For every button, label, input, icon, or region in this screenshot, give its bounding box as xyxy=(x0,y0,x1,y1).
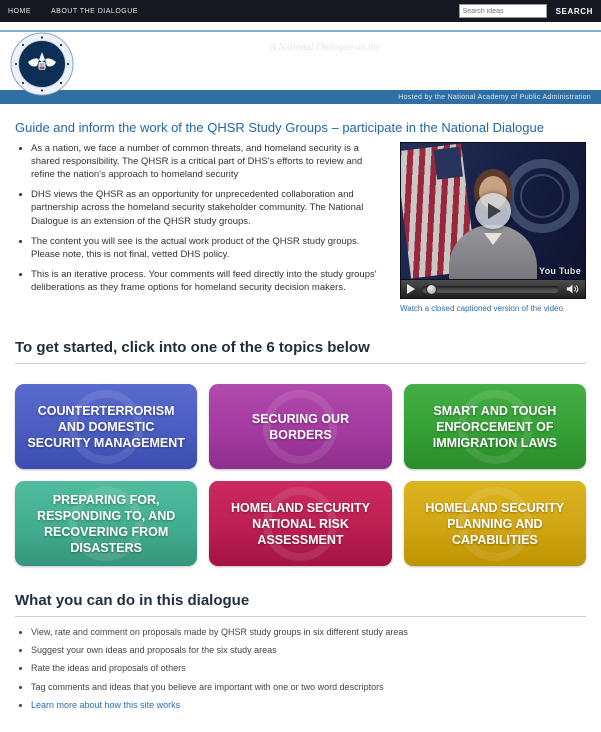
topic-tile-counterterrorism[interactable]: COUNTERTERRORISM AND DOMESTIC SECURITY MANAGEMENT xyxy=(15,384,197,469)
volume-icon[interactable] xyxy=(566,283,579,295)
actions-heading: What you can do in this dialogue xyxy=(15,592,250,609)
topics-heading: To get started, click into one of the 6 topics below xyxy=(15,339,370,356)
actions-bullet: • Tag comments and ideas that you believe are important with one or two word descriptors xyxy=(31,682,586,694)
flag-canton xyxy=(434,147,463,180)
topic-tile-planning[interactable]: HOMELAND SECURITY PLANNING AND CAPABILITIES xyxy=(404,481,586,566)
video-controls-bar xyxy=(400,280,586,299)
main-content xyxy=(0,120,601,711)
dhs-seal-icon xyxy=(10,32,74,96)
banner xyxy=(0,30,601,90)
intro-bullet: • The content you will see is the actual work product of the QHSR study groups. Please note, this is not final, vetted DHS policy. xyxy=(31,235,387,261)
youtube-logo: You Tube xyxy=(538,266,581,276)
topic-tile-borders[interactable]: SECURING OUR BORDERS xyxy=(209,384,391,469)
intro-bullet: • DHS views the QHSR as an opportunity for unprecedented collaboration and partnership across the homeland security stakeholder community. The National Dialogue is an extension of the QHSR study groups. xyxy=(31,188,387,227)
video-thumbnail[interactable] xyxy=(400,142,586,280)
video-play-button[interactable] xyxy=(407,284,415,294)
backdrop-seal-graphic xyxy=(505,159,579,233)
learn-more-link[interactable]: Learn more about how this site works xyxy=(31,699,181,710)
intro-bullet-list xyxy=(15,142,387,313)
hosted-by-strip: Hosted by the National Academy of Public Administration xyxy=(0,90,601,104)
learn-more-item xyxy=(31,700,586,712)
topic-tile-immigration[interactable]: SMART AND TOUGH ENFORCEMENT OF IMMIGRATION LAWS xyxy=(404,384,586,469)
video-progress-knob[interactable] xyxy=(426,284,437,295)
banner-tagline: A National Dialogue on the xyxy=(270,38,590,53)
intro-bullet: • This is an iterative process. Your comments will feed directly into the study groups' deliberations as they frame options for homeland security decision makers. xyxy=(31,268,387,294)
speaker-collar xyxy=(484,233,502,245)
nav-about-link[interactable]: ABOUT THE DIALOGUE xyxy=(51,7,138,15)
actions-bullet: • View, rate and comment on proposals made by QHSR study groups in six different study areas xyxy=(31,627,586,639)
nav-home-link[interactable]: HOME xyxy=(8,7,31,15)
video-progress-bar[interactable] xyxy=(422,286,559,293)
site-title: QUADRENNIAL HOMELAND SECURITY REVIEW xyxy=(112,56,594,77)
intro-bullet: • As a nation, we face a number of common threats, and homeland security is a shared responsibility. The QHSR is a critical part of DHS's efforts to review and refine the nation's approach to homeland security xyxy=(31,142,387,181)
actions-bullet-list xyxy=(15,627,586,711)
top-nav-bar xyxy=(0,0,601,22)
topic-tile-risk-assessment[interactable]: HOMELAND SECURITY NATIONAL RISK ASSESSMENT xyxy=(209,481,391,566)
site-header xyxy=(0,30,601,104)
search-button[interactable]: SEARCH xyxy=(555,6,593,16)
video-player xyxy=(400,142,586,313)
topic-tile-disasters[interactable]: PREPARING FOR, RESPONDING TO, AND RECOVERING FROM DISASTERS xyxy=(15,481,197,566)
divider xyxy=(15,616,586,617)
search-input[interactable] xyxy=(459,4,547,18)
intro-heading: Guide and inform the work of the QHSR Study Groups – participate in the National Dialogue xyxy=(15,120,544,135)
closed-caption-link[interactable]: Watch a closed captioned version of the video. xyxy=(400,304,566,313)
divider xyxy=(15,363,586,364)
play-button-overlay[interactable] xyxy=(475,193,511,229)
actions-bullet: • Rate the ideas and proposals of others xyxy=(31,663,586,675)
actions-bullet: • Suggest your own ideas and proposals for the six study areas xyxy=(31,645,586,657)
dhs-seal-logo xyxy=(10,32,74,96)
play-icon xyxy=(488,203,501,219)
topic-tile-grid xyxy=(15,384,586,566)
